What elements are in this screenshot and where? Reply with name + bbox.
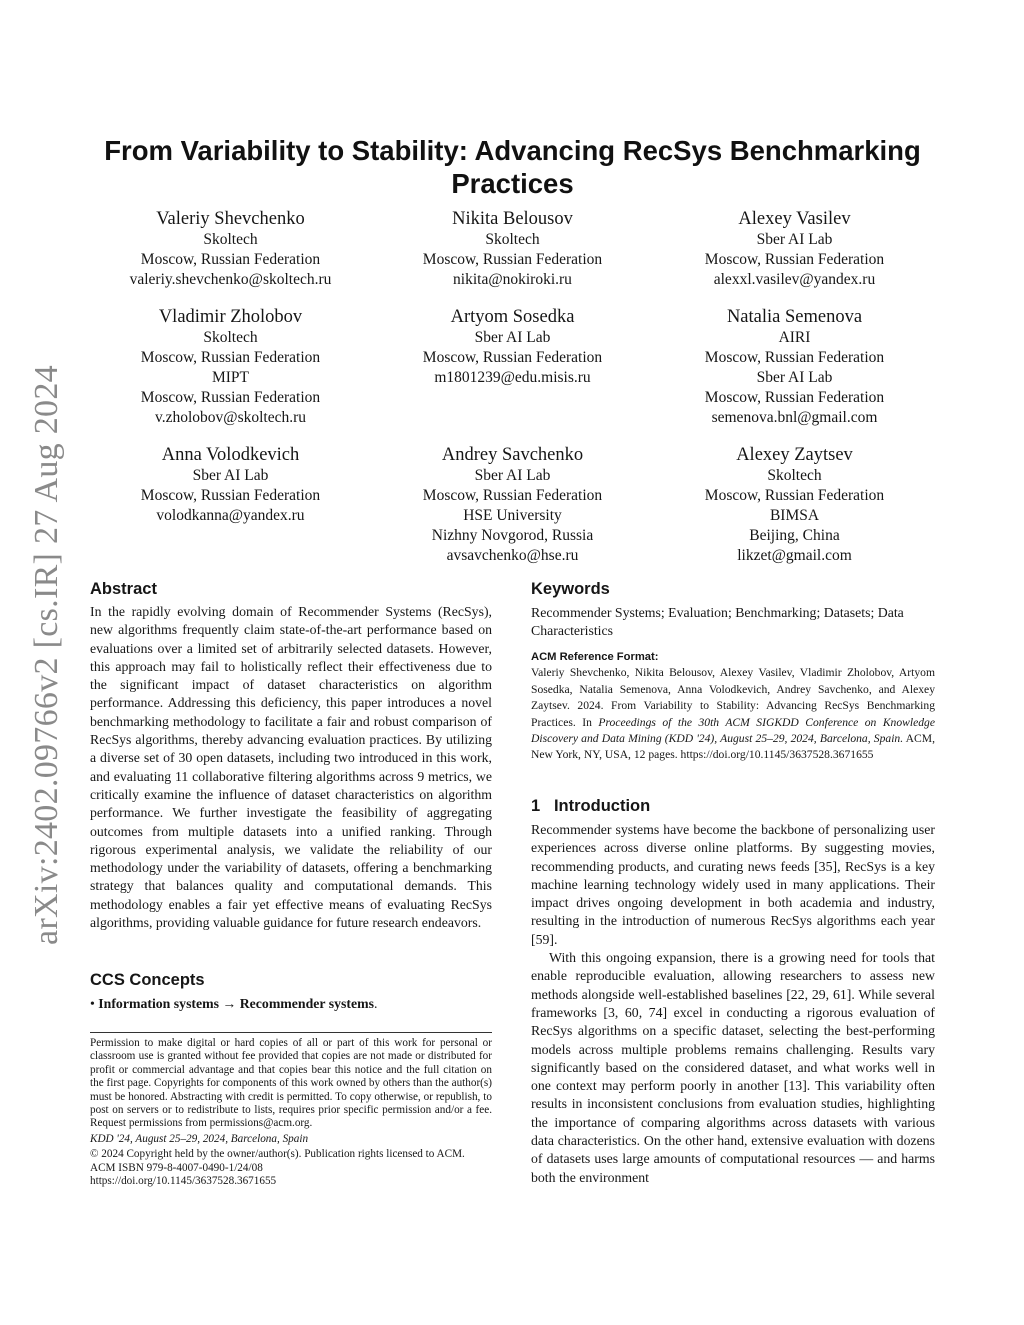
author-affiliation: BIMSA xyxy=(769,507,820,524)
author-card xyxy=(654,208,935,290)
acm-reference-authors: Valeriy Shevchenko, Nikita Belousov, Alexey Vasilev, Vladimir Zholobov, Artyom Sosedka, Natalia Semenova, Anna Volodkevich, Andrey Savchenko, and Alexey Zaytsev. 2024. From Variability to Stability: Advancing RecSys Benchmarking Practices. In xyxy=(531,666,935,729)
author-name: Andrey Savchenko xyxy=(441,445,584,465)
author-card xyxy=(654,306,935,428)
author-card xyxy=(654,444,935,566)
author-email: likzet@gmail.com xyxy=(737,547,852,564)
author-name: Alexey Vasilev xyxy=(738,209,851,229)
author-affiliation: Moscow, Russian Federation xyxy=(140,349,321,366)
doi-link[interactable]: https://doi.org/10.1145/3637528.3671655 xyxy=(90,1175,277,1188)
abstract-heading: Abstract xyxy=(90,580,157,598)
ccs-item: Information systems → Recommender systems xyxy=(98,996,374,1011)
author-affiliation: Skoltech xyxy=(767,467,822,484)
author-affiliation: Skoltech xyxy=(485,231,540,248)
ccs-bullet: • xyxy=(90,996,95,1011)
author-affiliation: Sber AI Lab xyxy=(474,329,551,346)
author-affiliation: Skoltech xyxy=(203,231,258,248)
permission-block xyxy=(90,1037,492,1188)
author-affiliation: Moscow, Russian Federation xyxy=(140,251,321,268)
author-email: valeriy.shevchenko@skoltech.ru xyxy=(129,271,332,288)
section-number: 1 xyxy=(531,797,541,815)
introduction-section xyxy=(531,797,935,1187)
author-affiliation: Moscow, Russian Federation xyxy=(704,487,885,504)
author-name: Vladimir Zholobov xyxy=(158,307,303,327)
ccs-period: . xyxy=(373,996,378,1011)
copyright-line: © 2024 Copyright held by the owner/author(s). Publication rights licensed to ACM. xyxy=(90,1148,465,1161)
author-affiliation: Sber AI Lab xyxy=(756,369,833,386)
author-affiliation: Moscow, Russian Federation xyxy=(140,389,321,406)
author-email: avsavchenko@hse.ru xyxy=(446,547,579,564)
isbn-line: ACM ISBN 979-8-4007-0490-1/24/08 xyxy=(90,1161,263,1174)
author-affiliation: Moscow, Russian Federation xyxy=(704,389,885,406)
author-affiliation: Skoltech xyxy=(203,329,258,346)
author-affiliation: Moscow, Russian Federation xyxy=(704,251,885,268)
author-affiliation: Sber AI Lab xyxy=(756,231,833,248)
acm-reference-text xyxy=(531,665,935,763)
author-email: nikita@nokiroki.ru xyxy=(453,271,572,288)
section-title: Introduction xyxy=(553,797,651,815)
author-name: Valeriy Shevchenko xyxy=(156,209,305,229)
intro-paragraph-1: Recommender systems have become the backbone of personalizing user experiences across diverse online platforms. By suggesting movies, recommending products, and curating news feeds [35], RecSys is a key machine learning technology widely used in many applications. Their impact drives ongoing development in both academia and industry, resulting in the introduction of numerous RecSys algorithms each year [59]. xyxy=(531,822,935,947)
intro-paragraph-2: With this ongoing expansion, there is a growing need for tools that enable reproducible evaluation, allowing researchers to assess new methods alongside well-established baselines [22, 29, 61]. While several frameworks [3, 60, 74] excel in conducting a rigorous evaluation of RecSys algorithms on a specific dataset, selecting the best-performing models across multiple problems remains challenging. Results vary significantly based on the considered dataset, and what works well in one context may perform poorly in another [13]. This variability often results in inconsistent conclusions from evaluation studies, highlighting the importance of comparing algorithms across datasets with various data characteristics. On the other hand, extensive evaluation with dozens of datasets uses large amounts of computational resources — and harms both the environment xyxy=(531,950,935,1185)
author-card xyxy=(90,208,371,290)
acm-reference-heading: ACM Reference Format: xyxy=(531,651,659,663)
author-affiliation: HSE University xyxy=(463,507,562,524)
author-card xyxy=(90,444,371,526)
author-affiliation: Moscow, Russian Federation xyxy=(422,349,603,366)
introduction-heading xyxy=(531,797,935,816)
author-email: v.zholobov@skoltech.ru xyxy=(154,409,307,426)
abstract-text: In the rapidly evolving domain of Recommender Systems (RecSys), new algorithms frequently claim state-of-the-art performance based on evaluations over a limited set of arbitrarily selected datasets. However, this approach may fail to holistically reflect their effectiveness due to the significant impact of dataset characteristics on algorithm performance. Addressing this deficiency, this paper introduces a novel benchmarking methodology to facilitate a fair and robust comparison of RecSys algorithms, thereby advancing evaluation practices. By utilizing a diverse set of 30 open datasets, including two introduced in this work, and evaluating 11 collaborative filtering algorithms across 9 metrics, we critically examine the influence of dataset characteristics on algorithm performance. We further investigate the feasibility of aggregating outcomes from multiple datasets into a unified ranking. Through rigorous experimental analysis, we validate the reliability of our methodology under the variability of datasets, offering a benchmarking strategy that balances quality and computational demands. This methodology enables a fair yet effective means of evaluating RecSys algorithms, providing valuable guidance for future research endeavors. xyxy=(90,604,492,931)
author-name: Artyom Sosedka xyxy=(450,307,575,327)
author-affiliation: Beijing, China xyxy=(749,527,840,544)
author-affiliation: Sber AI Lab xyxy=(474,467,551,484)
footnote-divider xyxy=(90,1032,492,1033)
author-email: m1801239@edu.misis.ru xyxy=(434,369,591,386)
author-name: Anna Volodkevich xyxy=(161,445,300,465)
ccs-heading: CCS Concepts xyxy=(90,971,205,989)
author-affiliation: Moscow, Russian Federation xyxy=(422,487,603,504)
author-affiliation: Nizhny Novgorod, Russia xyxy=(431,527,594,544)
abstract-section xyxy=(90,580,492,932)
ccs-concepts xyxy=(90,995,492,1013)
author-affiliation: Moscow, Russian Federation xyxy=(704,349,885,366)
acm-reference xyxy=(531,649,935,764)
keywords-text: Recommender Systems; Evaluation; Benchmarking; Datasets; Data Characteristics xyxy=(531,605,904,639)
author-name: Alexey Zaytsev xyxy=(736,445,853,465)
author-card xyxy=(372,444,653,566)
author-name: Natalia Semenova xyxy=(726,307,863,327)
acm-reference-tail[interactable]: ACM, New York, NY, USA, 12 pages. https://doi.org/10.1145/3637528.3671655 xyxy=(531,732,935,762)
arxiv-side-stamp: arXiv:2402.09766v2 [cs.IR] 27 Aug 2024 xyxy=(28,365,65,945)
author-affiliation: Moscow, Russian Federation xyxy=(140,487,321,504)
author-affiliation: MIPT xyxy=(211,369,250,386)
author-card xyxy=(90,306,371,428)
author-affiliation: Sber AI Lab xyxy=(192,467,269,484)
permission-text: Permission to make digital or hard copies of all or part of this work for personal or classroom use is granted without fee provided that copies are not made or distributed for profit or commercial advantage and that copies bear this notice and the full citation on the first page. Copyrights for components of this work owned by others than the author(s) must be honored. Abstracting with credit is permitted. To copy otherwise, or republish, to post on servers or to redistribute to lists, requires prior specific permission and/or a fee. Request permissions from permissions@acm.org. xyxy=(90,1037,492,1130)
author-affiliation: Moscow, Russian Federation xyxy=(422,251,603,268)
ccs-section xyxy=(90,971,492,1013)
author-email: alexxl.vasilev@yandex.ru xyxy=(713,271,876,288)
paper-title: From Variability to Stability: Advancing RecSys Benchmarking Practices xyxy=(104,135,921,199)
keywords-section xyxy=(531,580,935,641)
venue-line: KDD '24, August 25–29, 2024, Barcelona, Spain xyxy=(90,1132,309,1145)
author-card xyxy=(372,306,653,388)
keywords-heading: Keywords xyxy=(531,580,610,598)
author-affiliation: AIRI xyxy=(778,329,811,346)
author-card xyxy=(372,208,653,290)
author-email: volodkanna@yandex.ru xyxy=(156,507,305,524)
author-email: semenova.bnl@gmail.com xyxy=(711,409,878,426)
author-name: Nikita Belousov xyxy=(452,209,573,229)
acm-reference-proceedings: Proceedings of the 30th ACM SIGKDD Conference on Knowledge Discovery and Data Mining (KDD '24), August 25–29, 2024, Barcelona, Spain. xyxy=(531,715,935,746)
